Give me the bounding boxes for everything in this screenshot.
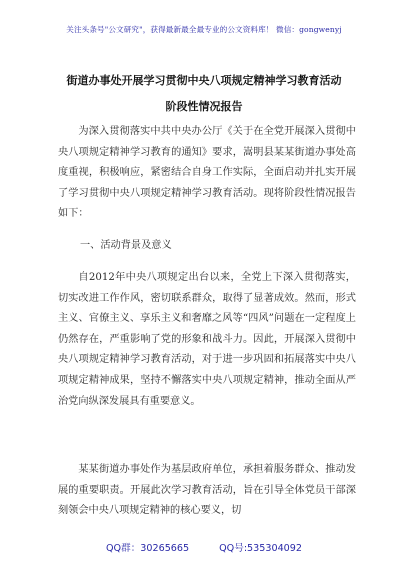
purpose-paragraph: 某某街道办事处作为基层政府单位，承担着服务群众、推动发展的重要职责。开展此次学习教育活动，旨在引导全体党员干部深刻领会中央八项规定精神的核心要义，切 xyxy=(58,464,356,517)
footer-qq-number: QQ号:535304092 xyxy=(219,543,302,554)
footer-qq-group: QQ群：30265665 xyxy=(106,543,190,554)
header-note: 关注头条号"公文研究"，获得最新最全最专业的公文资料库！ 微信：gongwenyj xyxy=(66,25,342,34)
document-title-line-1: 街道办事处开展学习贯彻中央八项规定精神学习教育活动 xyxy=(66,74,342,87)
document-title-line-2: 阶段性情况报告 xyxy=(165,100,243,113)
background-paragraph: 自2012年中央八项规定出台以来，全党上下深入贯彻落实，切实改进工作作风，密切联系群众，取得了显著成效。然而，形式主义、官僚主义、享乐主义和奢靡之风等“四风”问题在一定程度上仍然存在，严重影响了党的形象和战斗力。因此，开展深入贯彻中央八项规定精神学习教育活动，对于进一步巩固和拓展落实中央八项规定精神成果，坚持不懈落实中央八项规定精神，推动全面从严治党向纵深发展具有重要意义。 xyxy=(58,272,356,407)
footer-contact xyxy=(0,540,408,554)
section-heading-background: 一、活动背景及意义 xyxy=(80,240,172,251)
intro-paragraph: 为深入贯彻落实中共中央办公厅《关于在全党开展深入贯彻中央八项规定精神学习教育的通知》要求，嵩明县某某街道办事处高度重视，积极响应，紧密结合自身工作实际，全面启动并扎实开展了学习贯彻中央八项规定精神学习教育活动。现将阶段性情况报告如下： xyxy=(58,126,356,220)
